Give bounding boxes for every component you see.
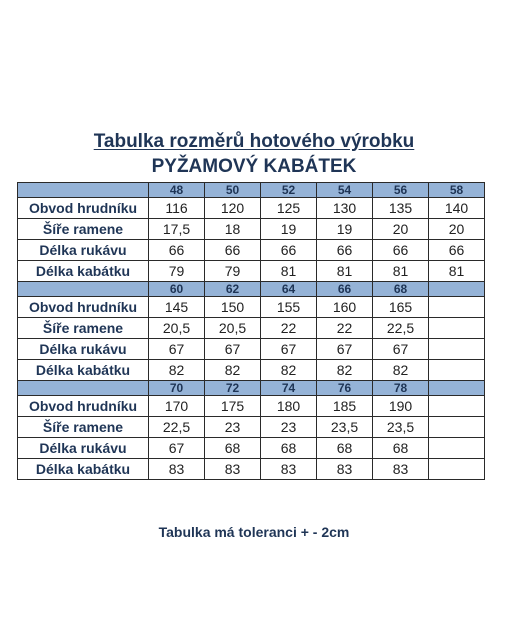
measurement-cell bbox=[429, 318, 485, 339]
measurement-cell: 23 bbox=[205, 417, 261, 438]
measurement-cell: 22,5 bbox=[149, 417, 205, 438]
size-header-cell: 66 bbox=[317, 282, 373, 297]
table-row bbox=[18, 438, 485, 459]
measurement-cell: 81 bbox=[373, 261, 429, 282]
measurement-cell: 66 bbox=[373, 240, 429, 261]
measurement-cell: 82 bbox=[261, 360, 317, 381]
size-header-cell: 78 bbox=[373, 381, 429, 396]
measurement-cell: 82 bbox=[205, 360, 261, 381]
row-label: Délka rukávu bbox=[18, 240, 149, 261]
measurement-cell: 180 bbox=[261, 396, 317, 417]
table-row bbox=[18, 459, 485, 480]
measurement-cell bbox=[429, 438, 485, 459]
measurement-cell: 83 bbox=[149, 459, 205, 480]
measurement-cell: 67 bbox=[149, 438, 205, 459]
measurement-cell: 116 bbox=[149, 198, 205, 219]
table-row bbox=[18, 417, 485, 438]
measurement-cell: 20 bbox=[373, 219, 429, 240]
measurement-cell: 17,5 bbox=[149, 219, 205, 240]
measurement-cell: 81 bbox=[429, 261, 485, 282]
row-label: Délka rukávu bbox=[18, 339, 149, 360]
measurement-cell: 68 bbox=[317, 438, 373, 459]
measurement-cell bbox=[429, 339, 485, 360]
measurement-cell: 66 bbox=[261, 240, 317, 261]
measurement-cell: 130 bbox=[317, 198, 373, 219]
size-header-cell: 76 bbox=[317, 381, 373, 396]
size-header-cell: 54 bbox=[317, 183, 373, 198]
table-row bbox=[18, 318, 485, 339]
size-header-cell: 56 bbox=[373, 183, 429, 198]
table-row bbox=[18, 297, 485, 318]
size-header-cell: 74 bbox=[261, 381, 317, 396]
measurement-cell: 68 bbox=[261, 438, 317, 459]
table-row bbox=[18, 261, 485, 282]
measurement-cell: 22 bbox=[317, 318, 373, 339]
measurement-cell: 20,5 bbox=[205, 318, 261, 339]
size-header-cell: 68 bbox=[373, 282, 429, 297]
measurement-cell: 135 bbox=[373, 198, 429, 219]
size-header-cell: 60 bbox=[149, 282, 205, 297]
size-header-blank bbox=[18, 282, 149, 297]
measurement-cell: 67 bbox=[317, 339, 373, 360]
measurement-cell: 79 bbox=[205, 261, 261, 282]
measurement-cell bbox=[429, 360, 485, 381]
measurement-cell: 175 bbox=[205, 396, 261, 417]
measurement-cell: 125 bbox=[261, 198, 317, 219]
measurement-cell: 170 bbox=[149, 396, 205, 417]
measurement-cell: 66 bbox=[205, 240, 261, 261]
size-header-blank bbox=[18, 183, 149, 198]
measurement-cell: 20,5 bbox=[149, 318, 205, 339]
page-title-text: Tabulka rozměrů hotového výrobku bbox=[93, 131, 415, 152]
measurement-cell: 82 bbox=[317, 360, 373, 381]
row-label: Délka kabátku bbox=[18, 459, 149, 480]
measurement-cell: 67 bbox=[205, 339, 261, 360]
row-label: Šíře ramene bbox=[18, 219, 149, 240]
measurement-cell: 23 bbox=[261, 417, 317, 438]
row-label: Obvod hrudníku bbox=[18, 297, 149, 318]
tolerance-note: Tabulka má toleranci + - 2cm bbox=[158, 524, 350, 540]
measurement-cell: 190 bbox=[373, 396, 429, 417]
measurement-cell: 160 bbox=[317, 297, 373, 318]
page-title bbox=[0, 131, 508, 153]
product-subtitle: PYŽAMOVÝ KABÁTEK bbox=[151, 156, 357, 177]
measurement-cell: 68 bbox=[205, 438, 261, 459]
size-header-cell: 58 bbox=[429, 183, 485, 198]
row-label: Délka kabátku bbox=[18, 261, 149, 282]
size-header-row bbox=[18, 381, 485, 396]
measurement-cell: 140 bbox=[429, 198, 485, 219]
measurement-cell: 66 bbox=[149, 240, 205, 261]
size-header-cell: 70 bbox=[149, 381, 205, 396]
measurement-cell: 82 bbox=[373, 360, 429, 381]
row-label: Šíře ramene bbox=[18, 417, 149, 438]
measurement-cell: 165 bbox=[373, 297, 429, 318]
measurement-cell: 66 bbox=[317, 240, 373, 261]
measurement-cell: 23,5 bbox=[373, 417, 429, 438]
measurement-cell: 18 bbox=[205, 219, 261, 240]
measurement-cell: 79 bbox=[149, 261, 205, 282]
size-header-blank bbox=[18, 381, 149, 396]
measurement-cell: 83 bbox=[205, 459, 261, 480]
row-label: Délka kabátku bbox=[18, 360, 149, 381]
measurement-cell: 120 bbox=[205, 198, 261, 219]
table-row bbox=[18, 396, 485, 417]
measurement-cell: 81 bbox=[261, 261, 317, 282]
size-table bbox=[17, 182, 485, 480]
measurement-cell bbox=[429, 459, 485, 480]
measurement-cell: 22 bbox=[261, 318, 317, 339]
table-row bbox=[18, 360, 485, 381]
size-header-cell bbox=[429, 282, 485, 297]
measurement-cell: 66 bbox=[429, 240, 485, 261]
measurement-cell: 19 bbox=[261, 219, 317, 240]
table-row bbox=[18, 198, 485, 219]
measurement-cell: 67 bbox=[149, 339, 205, 360]
measurement-cell bbox=[429, 396, 485, 417]
size-header-cell: 50 bbox=[205, 183, 261, 198]
measurement-cell: 83 bbox=[373, 459, 429, 480]
size-header-cell: 64 bbox=[261, 282, 317, 297]
measurement-cell: 20 bbox=[429, 219, 485, 240]
size-table-body bbox=[18, 183, 485, 480]
table-row bbox=[18, 219, 485, 240]
measurement-cell: 185 bbox=[317, 396, 373, 417]
measurement-cell: 155 bbox=[261, 297, 317, 318]
measurement-cell: 68 bbox=[373, 438, 429, 459]
measurement-cell: 67 bbox=[261, 339, 317, 360]
measurement-cell: 22,5 bbox=[373, 318, 429, 339]
measurement-cell bbox=[429, 297, 485, 318]
size-header-cell bbox=[429, 381, 485, 396]
measurement-cell: 83 bbox=[317, 459, 373, 480]
size-header-row bbox=[18, 183, 485, 198]
row-label: Délka rukávu bbox=[18, 438, 149, 459]
measurement-cell: 19 bbox=[317, 219, 373, 240]
measurement-cell bbox=[429, 417, 485, 438]
row-label: Obvod hrudníku bbox=[18, 198, 149, 219]
size-header-cell: 48 bbox=[149, 183, 205, 198]
measurement-cell: 82 bbox=[149, 360, 205, 381]
measurement-cell: 145 bbox=[149, 297, 205, 318]
table-row bbox=[18, 240, 485, 261]
size-header-row bbox=[18, 282, 485, 297]
size-header-cell: 72 bbox=[205, 381, 261, 396]
table-row bbox=[18, 339, 485, 360]
size-header-cell: 52 bbox=[261, 183, 317, 198]
row-label: Šíře ramene bbox=[18, 318, 149, 339]
measurement-cell: 83 bbox=[261, 459, 317, 480]
size-header-cell: 62 bbox=[205, 282, 261, 297]
row-label: Obvod hrudníku bbox=[18, 396, 149, 417]
measurement-cell: 67 bbox=[373, 339, 429, 360]
measurement-cell: 81 bbox=[317, 261, 373, 282]
measurement-cell: 150 bbox=[205, 297, 261, 318]
measurement-cell: 23,5 bbox=[317, 417, 373, 438]
